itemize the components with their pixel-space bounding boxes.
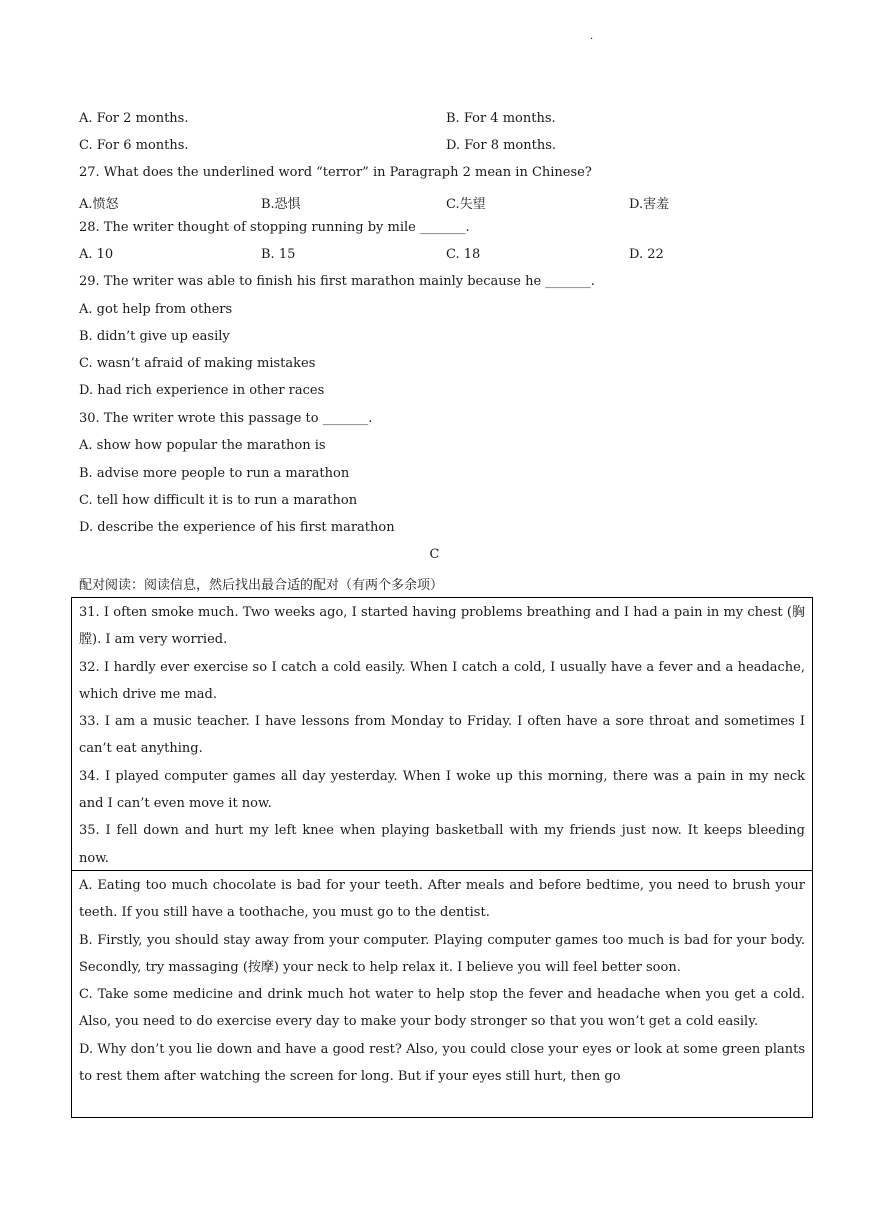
- q29-option-d: D. had rich experience in other races: [79, 383, 325, 398]
- q27-option-a: A.愤怒: [79, 197, 119, 212]
- advice-c: C. Take some medicine and drink much hot water to help stop the fever and headache when you get a cold. Also, you need to do exercise every day to make your body stronger so that you won’t get a cold easily.: [79, 987, 805, 1030]
- person-34: 34. I played computer games all day yesterday. When I woke up this morning, there was a pain in my neck and I can’t even move it now.: [79, 768, 805, 812]
- person-31: 31. I often smoke much. Two weeks ago, I started having problems breathing and I had a pain in my chest (胸膛). I am very worried.: [79, 605, 805, 648]
- person-35: 35. I fell down and hurt my left knee when playing basketball with my friends just now. It keeps bleeding now.: [79, 823, 805, 866]
- advice-d: D. Why don’t you lie down and have a good rest? Also, you could close your eyes or look at some green plants to rest them after watching the screen for long. But if your eyes still hurt, then go: [79, 1041, 805, 1085]
- section-c-heading: C: [429, 547, 440, 562]
- q27-option-d: D.害羞: [629, 197, 670, 212]
- advice-b: B. Firstly, you should stay away from your computer. Playing computer games too much is bad for your body. Secondly, try massaging (按摩) your neck to help relax it. I believe you will feel better soon.: [79, 932, 805, 975]
- people-box: [71, 597, 813, 871]
- q28-stem: 28. The writer thought of stopping running by mile _______.: [79, 220, 470, 235]
- q30-option-b: B. advise more people to run a marathon: [79, 466, 350, 481]
- person-33: 33. I am a music teacher. I have lessons from Monday to Friday. I often have a sore throat and sometimes I can’t eat anything.: [79, 714, 805, 757]
- q27-option-c: C.失望: [446, 197, 486, 212]
- q26-option-c: C. For 6 months.: [79, 138, 189, 153]
- q29-option-b: B. didn’t give up easily: [79, 329, 230, 344]
- q29-option-c: C. wasn’t afraid of making mistakes: [79, 356, 316, 371]
- q26-option-d: D. For 8 months.: [446, 138, 557, 153]
- q28-option-a: A. 10: [79, 247, 114, 262]
- section-c-instruction: 配对阅读：阅读信息，然后找出最合适的配对（有两个多余项）: [79, 578, 444, 593]
- person-32: 32. I hardly ever exercise so I catch a cold easily. When I catch a cold, I usually have a fever and a headache, which drive me mad.: [79, 659, 805, 702]
- q29-stem: 29. The writer was able to finish his first marathon mainly because he _______.: [79, 274, 595, 289]
- q30-option-c: C. tell how difficult it is to run a marathon: [79, 493, 358, 508]
- q30-option-a: A. show how popular the marathon is: [79, 438, 326, 453]
- q27-stem: 27. What does the underlined word “terror” in Paragraph 2 mean in Chinese?: [79, 165, 592, 180]
- q28-option-d: D. 22: [629, 247, 664, 262]
- q29-option-a: A. got help from others: [79, 302, 233, 317]
- q30-option-d: D. describe the experience of his first marathon: [79, 520, 395, 535]
- advice-box: [71, 870, 813, 1118]
- q28-option-c: C. 18: [446, 247, 481, 262]
- q26-option-a: A. For 2 months.: [79, 111, 189, 126]
- q30-stem: 30. The writer wrote this passage to _______.: [79, 411, 373, 426]
- header-mark: ·: [590, 34, 594, 45]
- q28-option-b: B. 15: [261, 247, 296, 262]
- advice-a: A. Eating too much chocolate is bad for your teeth. After meals and before bedtime, you need to brush your teeth. If you still have a toothache, you must go to the dentist.: [79, 878, 805, 921]
- q27-option-b: B.恐惧: [261, 197, 301, 212]
- q26-option-b: B. For 4 months.: [446, 111, 556, 126]
